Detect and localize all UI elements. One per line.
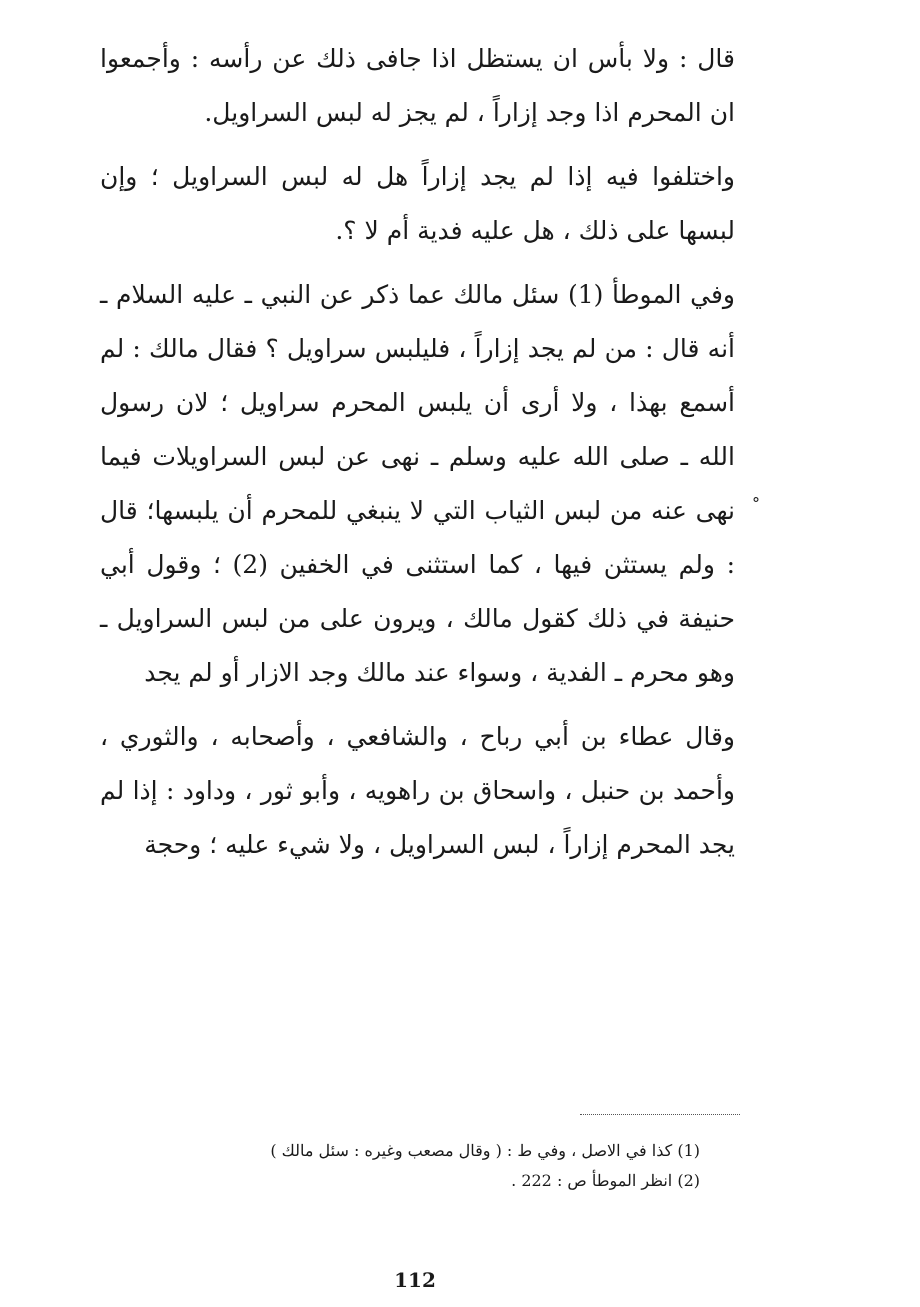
footnote-divider xyxy=(580,1114,740,1115)
margin-mark: ° xyxy=(752,494,760,513)
paragraph: واختلفوا فيه إذا لم يجد إزاراً هل له لبس السراويل ؛ وإن لبسها على ذلك ، هل عليه فدية أم لا ؟. xyxy=(100,162,735,245)
main-text xyxy=(100,32,735,872)
paragraph: قال : ولا بأس ان يستظل اذا جافى ذلك عن رأسه : وأجمعوا ان المحرم اذا وجد إزاراً ، لم يجز له لبس السراويل. xyxy=(100,44,735,127)
paragraph: وفي الموطأ (1) سئل مالك عما ذكر عن النبي ـ عليه السلام ـ أنه قال : من لم يجد إزاراً ، فليلبس سراويل ؟ فقال مالك : لم أسمع بهذا ، ولا أرى أن يلبس المحرم سراويل ؛ لان رسول الله ـ صلى الله عليه وسلم ـ نهى عن لبس السراويلات فيما نهى عنه من لبس الثياب التي لا ينبغي للمحرم أن يلبسها؛ قال : ولم يستثن فيها ، كما استثنى في الخفين (2) ؛ وقول أبي حنيفة في ذلك كقول مالك ، ويرون على من لبس السراويل ـ وهو محرم ـ الفدية ، وسواء عند مالك وجد الازار أو لم يجد xyxy=(100,280,736,687)
footnote: (2) انظر الموطأ ص : 222 . xyxy=(511,1171,700,1190)
footnote: (1) كذا في الاصل ، وفي ط : ( وقال مصعب وغيره : سئل مالك ) xyxy=(270,1141,700,1160)
page-number: 112 xyxy=(394,1268,436,1292)
footnotes xyxy=(100,1136,700,1196)
paragraph: وقال عطاء بن أبي رباح ، والشافعي ، وأصحابه ، والثوري ، وأحمد بن حنبل ، واسحاق بن راهويه ، وأبو ثور ، وداود : إذا لم يجد المحرم إزاراً ، لبس السراويل ، ولا شيء عليه ؛ وحجة xyxy=(100,722,735,859)
